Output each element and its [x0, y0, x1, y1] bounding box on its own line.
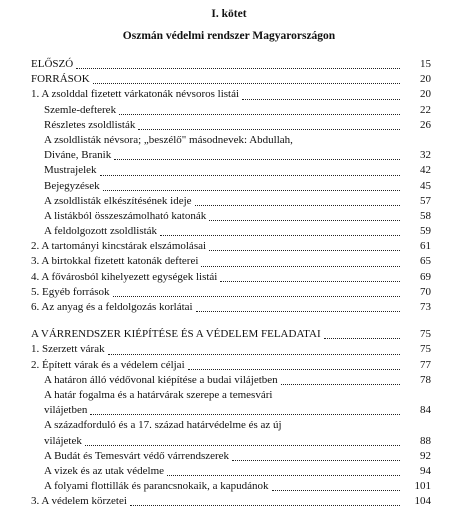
toc-entry-title-line: A VÁRRENDSZER KIÉPÍTÉSE ÉS A VÉDELEM FELADATAI	[31, 328, 321, 341]
toc-entry-title-line: A határ fogalma és a határvárak szerepe a temesvári	[44, 388, 273, 401]
toc-entry-title	[31, 57, 403, 72]
table-of-contents	[31, 57, 431, 509]
dot-leader	[220, 281, 400, 282]
dot-leader	[324, 338, 400, 339]
toc-entry-title	[31, 285, 403, 300]
toc-entry	[31, 224, 431, 239]
dot-leader	[113, 296, 400, 297]
dot-leader	[201, 266, 400, 267]
toc-entry	[31, 494, 431, 509]
toc-entry	[31, 57, 431, 72]
toc-entry-title	[44, 449, 403, 464]
toc-entry-title	[31, 327, 403, 342]
toc-entry-title-line: Szemle-defterek	[44, 103, 117, 116]
toc-entry-title	[31, 270, 403, 285]
dot-leader	[167, 475, 400, 476]
toc-entry-title	[44, 163, 403, 178]
toc-entry-title-line: 5. Egyéb források	[31, 285, 110, 298]
toc-entry-title	[31, 494, 403, 509]
toc-entry-title	[31, 254, 403, 269]
page-number: 15	[420, 57, 431, 70]
dot-leader	[242, 99, 400, 100]
page-number: 69	[420, 270, 431, 283]
page-number: 32	[420, 149, 431, 162]
page-number: 104	[414, 495, 431, 508]
toc-entry-title	[31, 72, 403, 87]
toc-entry-title-line: 2. Épített várak és a védelem céljai	[31, 358, 185, 371]
toc-entry-title-line: A listákból összeszámolható katonák	[44, 209, 207, 222]
toc-entry	[31, 87, 431, 102]
page-number: 77	[420, 358, 431, 371]
toc-entry-title-line: A folyami flottillák és parancsnokaik, a kapudánok	[44, 480, 269, 493]
toc-entry	[31, 418, 431, 448]
toc-entry	[31, 239, 431, 254]
toc-entry-title	[44, 479, 403, 494]
toc-entry	[31, 464, 431, 479]
toc-entry-title	[44, 464, 403, 479]
page-number: 73	[420, 301, 431, 313]
toc-entry-title-line: FORRÁSOK	[31, 73, 90, 86]
page-number: 20	[420, 73, 431, 86]
toc-entry-title	[44, 224, 403, 239]
toc-entry	[31, 179, 431, 194]
page-number: 101	[414, 480, 431, 493]
toc-entry-title-line: A határon álló védővonal kiépítése a budai vilájetben	[44, 373, 278, 386]
dot-leader	[93, 83, 400, 84]
toc-entry	[31, 479, 431, 494]
dot-leader	[188, 369, 400, 370]
dot-leader	[138, 129, 400, 130]
page-number: 45	[420, 179, 431, 192]
dot-leader	[160, 235, 400, 236]
toc-entry-title	[44, 103, 403, 118]
dot-leader	[209, 220, 400, 221]
dot-leader	[108, 354, 400, 355]
toc-entry-title-line: Diváne, Branik	[44, 149, 112, 162]
toc-entry-title-line: vilájetek	[44, 434, 82, 447]
dot-leader	[209, 250, 400, 251]
page-number: 59	[420, 225, 431, 238]
toc-entry	[31, 194, 431, 209]
toc-entry	[31, 254, 431, 269]
toc-entry-title-line: A zsoldlisták névsora; „beszélő" másodnevek: Abdullah,	[44, 133, 293, 146]
toc-entry	[31, 300, 431, 315]
toc-entry-title-line: 3. A védelem körzetei	[31, 495, 127, 508]
toc-entry-title-line: 6. Az anyag és a feldolgozás korlátai	[31, 301, 193, 314]
toc-entry-title-line: 2. A tartományi kincstárak elszámolásai	[31, 240, 207, 253]
dot-leader	[76, 68, 400, 69]
toc-entry-title	[31, 239, 403, 254]
page-number: 26	[420, 118, 431, 131]
dot-leader	[103, 190, 400, 191]
page-number: 75	[420, 343, 431, 356]
dot-leader	[232, 460, 400, 461]
section-spacer	[31, 315, 431, 327]
toc-entry-title-line: A vizek és az utak védelme	[44, 464, 165, 477]
toc-entry-title	[44, 118, 403, 133]
dot-leader	[195, 205, 400, 206]
toc-entry	[31, 133, 431, 163]
dot-leader	[114, 159, 400, 160]
toc-entry-title-line: 3. A birtokkal fizetett katonák defterei	[31, 255, 199, 268]
toc-entry-title-line: A Budát és Temesvárt védő várrendszerek	[44, 449, 230, 462]
toc-entry-title-line: 4. A fővárosból kihelyezett egységek listái	[31, 270, 218, 283]
toc-entry-title	[31, 300, 403, 315]
dot-leader	[100, 175, 400, 176]
toc-entry	[31, 285, 431, 300]
toc-entry	[31, 358, 431, 373]
toc-entry-title-line: A feldolgozott zsoldlisták	[44, 225, 158, 238]
page-number: 84	[420, 404, 431, 417]
volume-heading: I. kötet	[211, 8, 247, 20]
dot-leader	[196, 311, 400, 312]
page-number: 58	[420, 209, 431, 222]
toc-entry	[31, 388, 431, 418]
toc-entry	[31, 342, 431, 357]
page-number: 75	[420, 328, 431, 341]
dot-leader	[85, 445, 400, 446]
toc-entry-title-line: Részletes zsoldlisták	[44, 118, 136, 131]
toc-entry-title	[31, 87, 403, 102]
toc-entry-title-line: Mustrajelek	[44, 164, 97, 177]
volume-subtitle: Oszmán védelmi rendszer Magyarországon	[122, 30, 336, 42]
toc-entry-title-line: 1. A zsolddal fizetett várkatonák névsoros listái	[31, 88, 240, 101]
page-number: 61	[420, 240, 431, 253]
page-number: 42	[420, 164, 431, 177]
toc-entry	[31, 72, 431, 87]
toc-entry-title-line: Bejegyzések	[44, 179, 100, 192]
toc-entry-title	[31, 358, 403, 373]
page-number: 22	[420, 103, 431, 116]
page-number: 65	[420, 255, 431, 268]
dot-leader	[119, 114, 400, 115]
page-number: 20	[420, 88, 431, 101]
toc-entry-title-line: A zsoldlisták elkészítésének ideje	[44, 194, 192, 207]
toc-entry	[31, 327, 431, 342]
toc-entry-title	[44, 209, 403, 224]
toc-entry	[31, 103, 431, 118]
page-number: 92	[420, 449, 431, 462]
toc-entry-title-line: ELŐSZÓ	[31, 58, 74, 70]
toc-entry-title	[31, 342, 403, 357]
dot-leader	[272, 490, 400, 491]
toc-entry-title-line: 1. Szerzett várak	[31, 343, 105, 356]
page-number: 88	[420, 434, 431, 447]
page-number: 78	[420, 373, 431, 386]
page-number: 70	[420, 285, 431, 298]
toc-entry-title	[44, 179, 403, 194]
toc-entry	[31, 373, 431, 388]
toc-entry-title-line: A századforduló és a 17. század határvédelme és az új	[44, 419, 282, 432]
toc-entry	[31, 449, 431, 464]
page-number: 57	[420, 194, 431, 207]
toc-entry-title	[44, 373, 403, 388]
dot-leader	[130, 505, 400, 506]
dot-leader	[90, 414, 400, 415]
toc-entry	[31, 118, 431, 133]
dot-leader	[281, 384, 400, 385]
toc-entry	[31, 163, 431, 178]
toc-entry	[31, 270, 431, 285]
page-number: 94	[420, 464, 431, 477]
toc-entry-title-line: vilájetben	[44, 404, 88, 417]
toc-entry-title	[44, 194, 403, 209]
toc-entry	[31, 209, 431, 224]
